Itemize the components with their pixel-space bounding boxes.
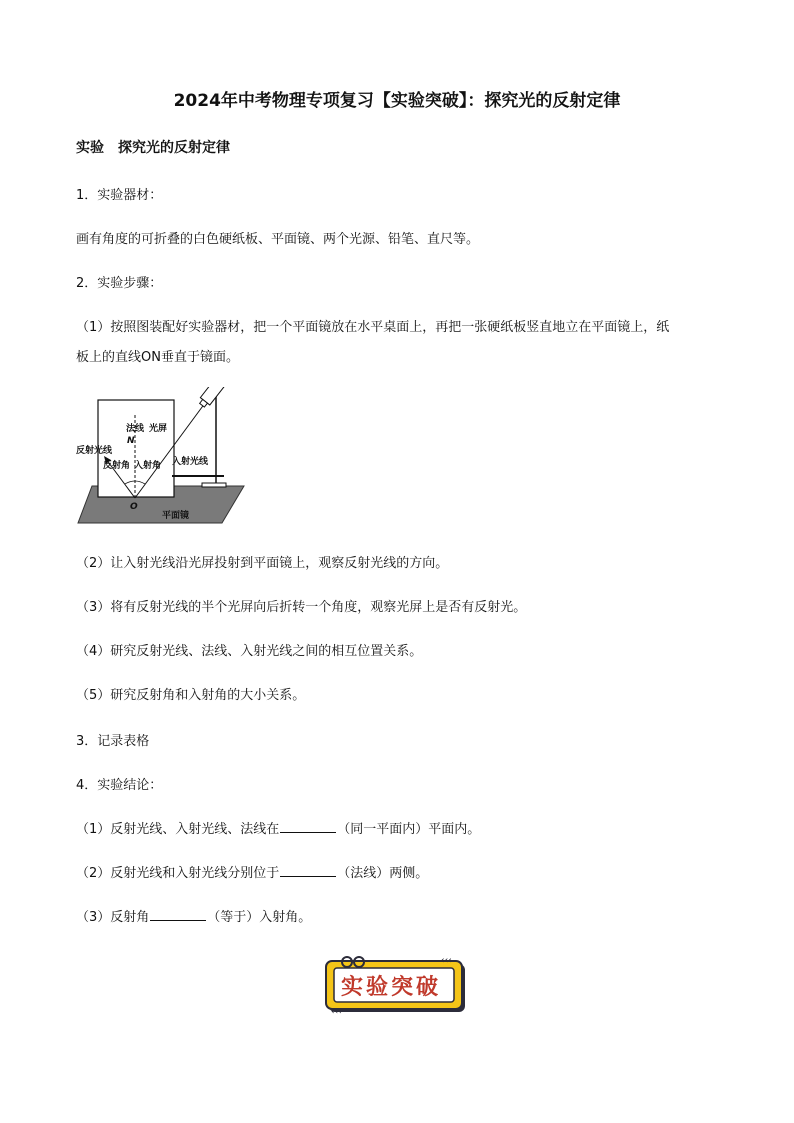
step-5: （5）研究反射角和入射角的大小关系。 <box>76 688 306 703</box>
answer-blank-2[interactable] <box>280 863 336 877</box>
label-screen: 光屏 <box>149 424 168 434</box>
conclusion-1-hint: （同一平面内）平面内。 <box>337 822 481 837</box>
logo-text: 实验突破 <box>341 974 442 1000</box>
step-4: （4）研究反射光线、法线、入射光线之间的相互位置关系。 <box>76 644 423 659</box>
step-1-line-2: 板上的直线ON垂直于镜面。 <box>76 350 239 365</box>
answer-blank-1[interactable] <box>280 819 336 833</box>
stand-base <box>202 483 226 487</box>
conclusion-3-text: （3）反射角 <box>76 910 150 925</box>
step-2: （2）让入射光线沿光屏投射到平面镜上，观察反射光线的方向。 <box>76 556 449 571</box>
laser-pen <box>197 387 226 409</box>
conclusion-3-hint: （等于）入射角。 <box>207 910 312 925</box>
experiment-breakthrough-logo <box>323 956 469 1016</box>
conclusion-3 <box>76 906 311 925</box>
logo-arrows-top: ‹‹‹ <box>441 956 452 966</box>
label-O: O <box>130 502 138 512</box>
conclusion-1-text: （1）反射光线、入射光线、法线在 <box>76 822 280 837</box>
materials-text: 画有角度的可折叠的白色硬纸板、平面镜、两个光源、铅笔、直尺等。 <box>76 232 480 247</box>
conclusion-2 <box>76 862 428 881</box>
label-normal: 法线 <box>126 424 145 434</box>
conclusion-2-text: （2）反射光线和入射光线分别位于 <box>76 866 280 881</box>
experiment-figure <box>76 387 266 527</box>
materials-heading: 1．实验器材： <box>76 188 163 203</box>
label-N: N <box>127 436 135 446</box>
record-heading: 3．记录表格 <box>76 734 150 749</box>
conclusion-heading: 4．实验结论： <box>76 778 163 793</box>
step-1-line-1: （1）按照图装配好实验器材，把一个平面镜放在水平桌面上，再把一张硬纸板竖直地立在平面镜上，纸 <box>76 320 670 335</box>
answer-blank-3[interactable] <box>150 907 206 921</box>
label-reflected-ray: 反射光线 <box>76 446 113 456</box>
logo-arrows-bottom: ‹‹‹ <box>331 1007 342 1016</box>
conclusion-1 <box>76 818 480 837</box>
section-heading: 实验 探究光的反射定律 <box>76 140 230 156</box>
label-incident-ray: 入射光线 <box>172 457 209 467</box>
label-incidence-angle: 入射角 <box>134 461 162 471</box>
page-title: 2024年中考物理专项复习【实验突破】：探究光的反射定律 <box>173 91 621 111</box>
steps-heading: 2．实验步骤： <box>76 276 163 291</box>
step-3: （3）将有反射光线的半个光屏向后折转一个角度，观察光屏上是否有反射光。 <box>76 600 527 615</box>
label-reflection-angle: 反射角 <box>103 461 131 471</box>
conclusion-2-hint: （法线）两侧。 <box>337 866 429 881</box>
label-mirror: 平面镜 <box>162 511 190 521</box>
